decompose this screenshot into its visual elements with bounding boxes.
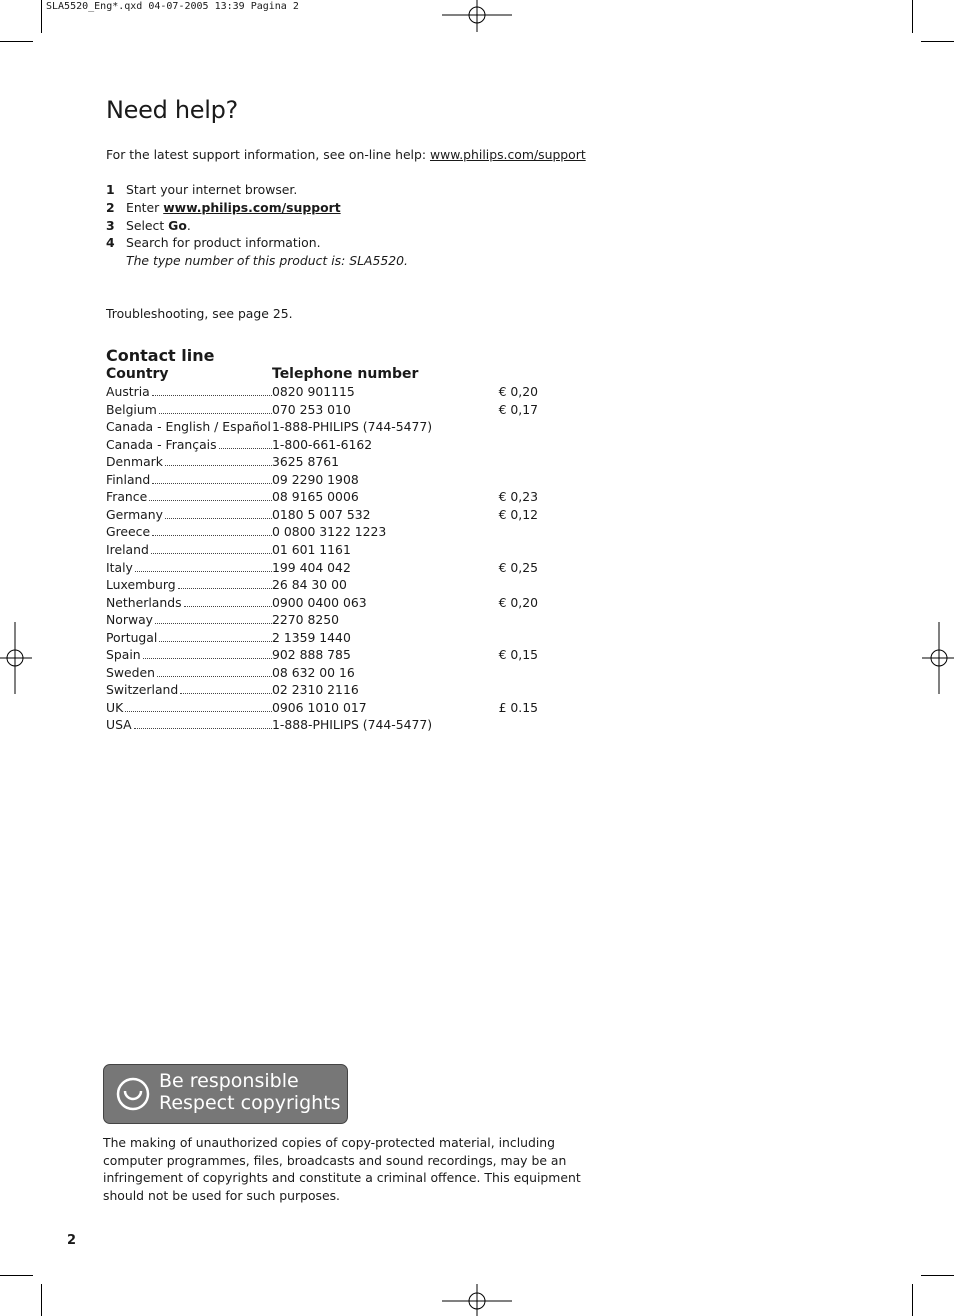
step-item [106,218,506,235]
phone-cell: 199 404 042 [272,559,351,575]
contact-row [106,665,546,682]
phone-cell: 09 2290 1908 [272,471,359,487]
contact-row [106,437,546,454]
country-cell [106,595,272,610]
phone-cell: 0900 0400 063 [272,594,367,610]
contact-row [106,717,546,734]
steps-list [106,182,506,272]
type-number-note: The type number of this product is: SLA5520. [126,253,408,268]
leader-dots [143,657,272,659]
country-name: Netherlands [106,594,182,610]
price-cell: £ 0.15 [498,699,538,715]
column-header-telephone: Telephone number [272,366,419,382]
print-slug: SLA5520_Eng*.qxd 04-07-2005 13:39 Pagina 2 [46,1,299,12]
step-item [106,182,506,199]
country-cell [106,630,272,645]
step-number: 4 [106,235,115,250]
step-go-label: Go [168,218,187,233]
leader-dots [159,412,272,414]
phone-cell: 1-800-661-6162 [272,436,373,452]
step-text: Start your internet browser. [126,182,298,197]
badge-line-1: Be responsible [159,1070,299,1092]
intro-text: For the latest support information, see on-line help: [106,147,430,162]
country-name: UK [106,699,124,715]
country-name: Germany [106,506,163,522]
country-name: Italy [106,559,133,575]
phone-cell: 02 2310 2116 [272,682,359,698]
leader-dots [134,727,272,729]
copyright-notice: The making of unauthorized copies of copy-protected material, including computer programmes, files, broadcasts and sound recordings, may be an infringement of copyrights and constitute a criminal offence. This equipment should not be used for such purposes. [103,1135,581,1203]
step-prefix: Enter [126,200,164,215]
country-cell [106,665,272,680]
badge-line-2: Respect copyrights [159,1092,341,1114]
country-name: Denmark [106,454,163,470]
contact-row [106,472,546,489]
contact-row [106,454,546,471]
support-link[interactable]: www.philips.com/support [429,147,586,162]
country-name: Finland [106,471,151,487]
leader-dots [135,570,272,572]
contact-row [106,402,546,419]
registration-mark-bottom [440,1284,514,1316]
phone-cell: 1-888-PHILIPS (744-5477) [272,419,433,435]
country-cell [106,647,272,662]
contact-row [106,489,546,506]
leader-dots [180,692,272,694]
country-name: Norway [106,612,154,628]
price-cell: € 0,20 [498,594,538,610]
leader-dots [184,605,272,607]
leader-dots [165,464,272,466]
country-cell [106,682,272,697]
country-name: Ireland [106,541,149,557]
country-name: Belgium [106,401,157,417]
country-cell [106,384,272,399]
step-text [126,218,191,233]
step-item [106,235,506,252]
phone-cell: 3625 8761 [272,454,340,470]
phone-cell: 2270 8250 [272,612,340,628]
leader-dots [152,482,272,484]
step-suffix: . [186,218,191,233]
contact-row [106,577,546,594]
badge-text [159,1070,341,1114]
step-prefix: Select [126,218,169,233]
country-cell [106,454,272,469]
leader-dots [152,534,272,536]
price-cell: € 0,23 [498,489,538,505]
country-cell [106,717,272,732]
country-cell [106,524,272,539]
country-cell [106,437,272,452]
contact-row [106,612,546,629]
phone-cell: 902 888 785 [272,647,351,663]
leader-dots [125,710,272,712]
country-name: Austria [106,384,150,399]
country-name: Greece [106,524,151,540]
contact-row [106,542,546,559]
philips-circle-icon [116,1077,150,1111]
contact-row [106,419,546,436]
country-name: USA [106,717,132,733]
country-name: Portugal [106,629,158,645]
leader-dots [155,622,272,624]
country-cell [106,612,272,627]
country-name: Canada - English / Español [106,419,271,435]
leader-dots [159,640,272,642]
phone-cell: 08 9165 0006 [272,489,359,505]
contact-row [106,630,546,647]
price-cell: € 0,15 [498,647,538,663]
registration-mark-top [440,0,514,32]
leader-dots [151,552,272,554]
leader-dots [165,517,272,519]
country-cell [106,542,272,557]
phone-cell: 01 601 1161 [272,541,351,557]
country-cell [106,489,272,504]
contact-row [106,560,546,577]
contact-row [106,384,546,401]
country-name: Spain [106,647,141,663]
leader-dots [178,587,272,589]
contact-row [106,647,546,664]
phone-cell: 0820 901115 [272,384,355,399]
phone-cell: 070 253 010 [272,401,351,417]
step-number: 3 [106,218,115,233]
phone-cell: 0180 5 007 532 [272,506,371,522]
leader-dots [149,499,272,501]
leader-dots [219,447,272,449]
contact-row [106,524,546,541]
page-number: 2 [67,1233,77,1248]
registration-mark-left [0,622,32,694]
troubleshooting-reference: Troubleshooting, see page 25. [106,306,293,321]
intro-paragraph [106,147,586,162]
country-name: France [106,489,148,505]
phone-cell: 2 1359 1440 [272,629,351,645]
phone-cell: 1-888-PHILIPS (744-5477) [272,717,433,733]
page-title: Need help? [106,96,238,124]
phone-cell: 0906 1010 017 [272,699,367,715]
step-number: 1 [106,182,115,197]
step-number: 2 [106,200,115,215]
country-cell [106,472,272,487]
step-support-link[interactable]: www.philips.com/support [163,200,341,215]
country-cell [106,577,272,592]
step-item [106,200,506,217]
country-name: Switzerland [106,682,179,698]
phone-cell: 0 0800 3122 1223 [272,524,387,540]
country-cell [106,560,272,575]
phone-cell: 08 632 00 16 [272,664,355,680]
country-cell [106,419,272,434]
phone-cell: 26 84 30 00 [272,577,347,593]
copyright-badge [103,1064,348,1124]
country-name: Sweden [106,664,155,680]
step-text: Search for product information. [126,235,321,250]
price-cell: € 0,12 [498,506,538,522]
contact-row [106,595,546,612]
country-cell [106,402,272,417]
country-cell [106,507,272,522]
registration-mark-right [922,622,954,694]
price-cell: € 0,17 [498,401,538,417]
price-cell: € 0,20 [498,384,538,399]
contact-row [106,507,546,524]
contact-row [106,682,546,699]
contact-row [106,700,546,717]
step-text [126,200,341,215]
column-header-country: Country [106,366,169,382]
leader-dots [152,394,272,396]
leader-dots [157,675,272,677]
country-name: Luxemburg [106,577,176,593]
contact-line-title: Contact line [106,346,215,365]
country-cell [106,700,272,715]
price-cell: € 0,25 [498,559,538,575]
country-name: Canada - Français [106,436,217,452]
